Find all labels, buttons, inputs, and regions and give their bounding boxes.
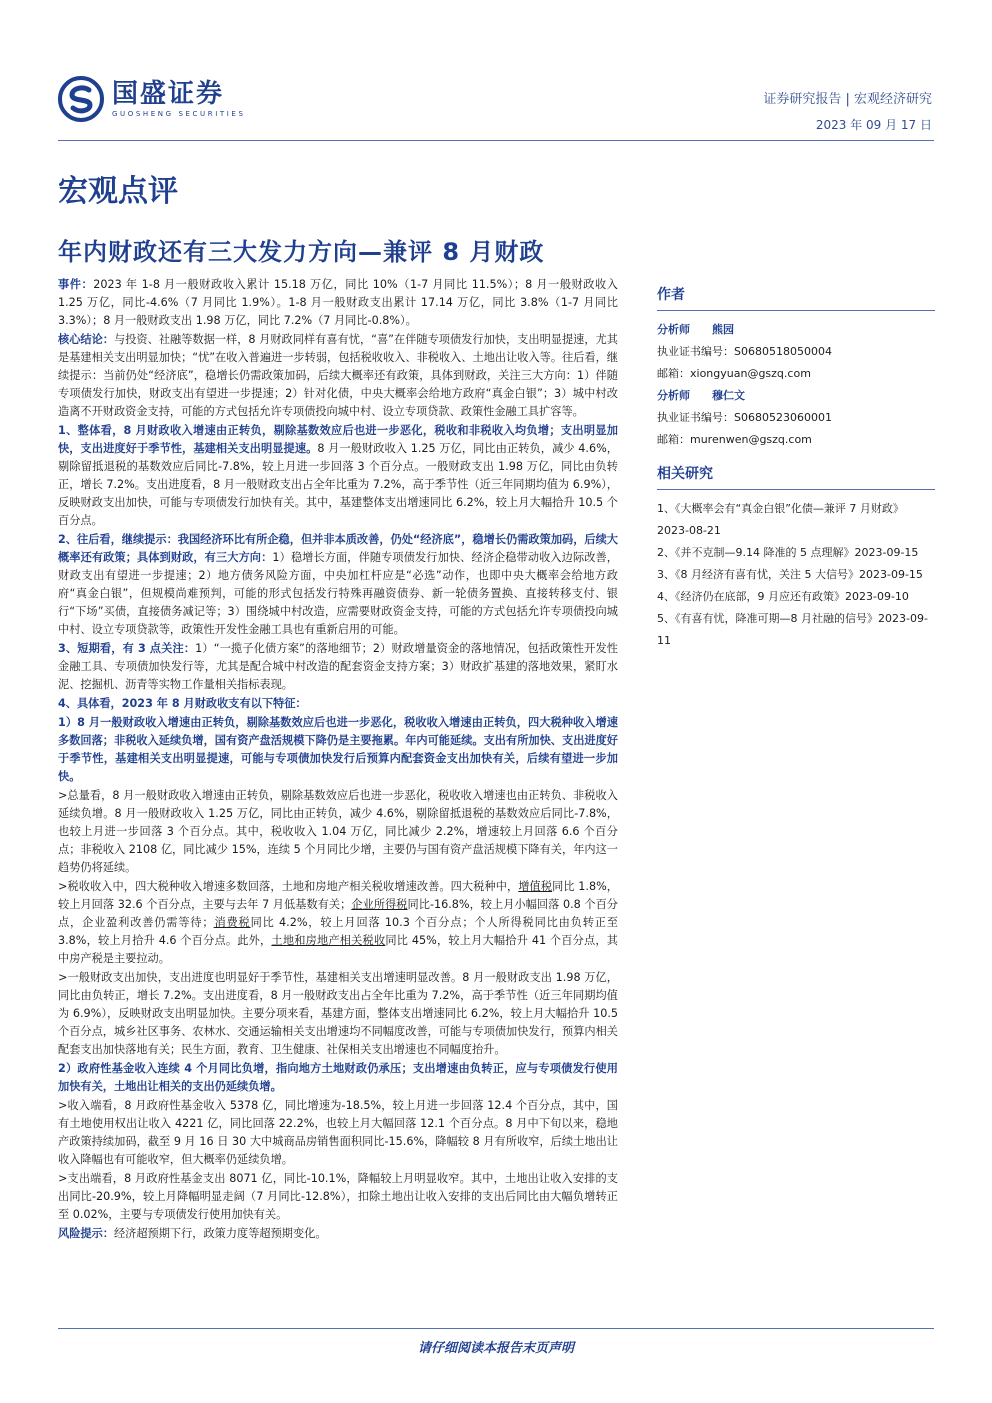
cert-label: 执业证书编号：: [657, 345, 734, 358]
event-text: 2023 年 1-8 月一般财政收入累计 15.18 万亿，同比 10%（1-7 月同比 11.5%）；8 月一般财政收入 1.25 万亿，同比-4.6%（7 月同比 1.9%）。1-8 月一般财政支出累计 17.14 万亿，同比 3.8%（1-7 月同比 3.3%）；8 月一般财政支出 1.98 万亿，同比 7.2%（7 月同比-0.8%）。: [58, 278, 618, 327]
land-tax-label: 土地和房地产相关税收: [271, 934, 386, 947]
analyst1-name: 熊园: [712, 323, 734, 336]
tax-intro: >税收收入中，四大税种收入增速多数回落，土地和房地产相关税收增速改善。四大税种中，: [58, 880, 519, 893]
risk-text: 经济超预期下行，政策力度等超预期变化。: [113, 1227, 327, 1240]
point3-text: 1）“一揽子化债方案”的落地细节；2）财政增量资金的落地情况，包括政策性开发性金融工具、专项债加快发行等，尤其是配合城中村改造的配套资金支持方案；3）财政扩基建的落地效果，紧盯水泥、挖掘机、沥青等实物工作量相关指标表现。: [58, 642, 618, 691]
brand-logo: [58, 76, 246, 122]
related-heading: 相关研究: [657, 463, 935, 490]
related-item[interactable]: 2、《并不克制—9.14 降准的 5 点理解》2023-09-15: [657, 546, 919, 559]
email1-row: [657, 363, 935, 385]
email-label: 邮箱：: [657, 433, 690, 446]
event-paragraph: [58, 276, 618, 330]
risk-paragraph: [58, 1225, 618, 1243]
vat-text: 同比 1.8%，较上月回落 32.6 个百分点，主要与去年 7 月低基数有关；: [58, 880, 618, 911]
point2-bold: 2、往后看，继续提示：我国经济环比有所企稳，但并非本质改善，仍处“经济底”，稳增长仍需政策加码，后续大概率还有政策；具体到财政，有三大方向：: [58, 533, 618, 564]
header-divider: [58, 140, 934, 141]
point4-heading: [58, 695, 618, 713]
analyst1-row: [657, 319, 935, 341]
email2-row: [657, 429, 935, 451]
sub2-income-paragraph: >收入端看，8 月政府性基金收入 5378 亿，同比增速为-18.5%，较上月进一步回落 12.4 个百分点，其中，国有土地使用权出让收入 4221 亿，同比回落 22.2%，也较上月大幅回落 12.1 个百分点。8 月中下旬以来，稳地产政策持续加码，截至 9 月 16 日 30 大中城商品房销售面积同比-15.6%，降幅较 8 月有所收窄，后续土地出让收入降幅也有可能收窄，但大概率仍延续负增。: [58, 1099, 618, 1166]
sub1-total-paragraph: >总量看，8 月一般财政收入增速由正转负，剔除基数效应后也进一步恶化，税收收入增速也由正转负、非税收入延续负增。8 月一般财政收入 1.25 万亿，同比由正转负，减少 4.6%，剔除留抵退税的基数效应后同比-7.8%，也较上月进一步回落 3 个百分点。其中，税收收入 1.04 万亿，同比减少 2.2%，增速较上月回落 6.6 个百分点；非税收入 2108 亿，同比减少 15%，连续 5 个月同比少增，主要仍与国有资产盘活规模下降有关，年内这一趋势仍将延续。: [58, 789, 618, 874]
report-date: 2023 年 09 月 17 日: [815, 118, 932, 132]
consumption-tax-text: 同比 4.2%，较上月回落 10.3 个百分点；个人所得税同比由负转正至 3.8%，较上月拾升 4.6 个百分点。此外，: [58, 916, 618, 947]
sub1-bold: 1）8 月一般财政收入增速由正转负，剔除基数效应后也进一步恶化，税收收入增速由正转负，四大税种收入增速多数回落；非税收入延续负增，国有资产盘活规模下降仍是主要拖累。年内可能延续。支出有所加快、支出进度好于季节性，基建相关支出明显提速，可能与专项债加快发行后预算内配套资金支出加快有关，后续有望进一步加快。: [58, 716, 618, 783]
email2-link[interactable]: murenwen@gszq.com: [690, 433, 812, 446]
logo-chinese: 国盛证券: [112, 79, 225, 109]
sub1-heading: [58, 714, 618, 786]
related-item[interactable]: 5、《有喜有忧，降准可期—8 月社融的信号》2023-09-11: [657, 612, 928, 647]
main-body: [58, 276, 618, 1244]
risk-label: 风险提示：: [58, 1227, 114, 1240]
cit-text: 同比-16.8%，较上月小幅回落 0.8 个百分点，企业盈利改善仍需等待；: [58, 898, 618, 929]
report-header: [0, 0, 992, 150]
point2-paragraph: [58, 531, 618, 639]
related-research: [657, 463, 935, 652]
land-tax-text: 同比 45%，较上月大幅拾升 41 个百分点，其中房产税是主要拉动。: [58, 934, 618, 965]
analyst-label: 分析师: [657, 389, 690, 402]
cert1-row: [657, 341, 935, 363]
vat-label: 增值税: [518, 880, 553, 893]
email1-link[interactable]: xiongyuan@gszq.com: [690, 367, 811, 380]
point2-text: 1）稳增长方面，伴随专项债发行加快、经济企稳带动收入边际改善，财政支出有望进一步提速；2）地方债务风险方面，中央加杠杆应是“必选”动作，也即中央大概率会给地方政府“真金白银”，但规模尚难预判，可能的形式包括发行特殊再融资债券、新一轮债务置换、直接转移支付、银行“下场”买债，直接债务减记等；3）围绕城中村改造，应需要财政资金支持，可能的方式包括允许专项债投向城中村、设立专项贷款等，政策性开发性金融工具也有重新启用的可能。: [58, 551, 618, 636]
cert2-value: S0680523060001: [734, 411, 832, 424]
core-label: 核心结论：: [58, 333, 115, 346]
analyst-label: 分析师: [657, 323, 690, 336]
sub1-tax-paragraph: [58, 878, 618, 968]
logo-english: GUOSHENG SECURITIES: [112, 110, 246, 118]
core-paragraph: [58, 331, 618, 421]
analyst2-name: 穆仁文: [712, 389, 745, 402]
related-item[interactable]: 3、《8 月经济有喜有忧，关注 5 大信号》2023-09-15: [657, 568, 923, 581]
report-category: 宏观点评: [58, 174, 178, 209]
related-item[interactable]: 1、《大概率会有“真金白银”化债—兼评 7 月财政》2023-08-21: [657, 502, 904, 537]
analyst2-row: [657, 385, 935, 407]
sub2-heading: [58, 1060, 618, 1096]
event-label: 事件：: [58, 278, 94, 291]
related-item[interactable]: 4、《经济仍在底部，9 月应还有政策》2023-09-10: [657, 590, 909, 603]
point3-bold: 3、短期看，有 3 点关注：: [58, 642, 196, 655]
email-label: 邮箱：: [657, 367, 690, 380]
sub2-bold: 2）政府性基金收入连续 4 个月同比负增，指向地方土地财政仍承压；支出增速由负转正，应与专项债发行使用加快有关，土地出让相关的支出仍延续负增。: [58, 1062, 618, 1093]
core-text: 与投资、社融等数据一样，8 月财政同样有喜有忧，“喜”在伴随专项债发行加快，支出明显提速，尤其是基建相关支出明显加快；“忧”在收入普遍进一步转弱，包括税收收入、非税收入、土地出让收入等。往后看，继续提示：当前仍处“经济底”，稳增长仍需政策加码，后续大概率还有政策，具体到财政，关注三大方向：1）伴随专项债发行加快，财政支出有望进一步提速；2）针对化债，中央大概率会给地方政府“真金白银”；3）城中村改造离不开财政资金支持，可能的方式包括允许专项债投向城中村、设立专项贷款、政策性金融工具扩容等。: [58, 333, 618, 418]
report-type: 证券研究报告 | 宏观经济研究: [763, 92, 932, 107]
cert2-row: [657, 407, 935, 429]
point3-paragraph: [58, 640, 618, 694]
point4-bold: 4、具体看，2023 年 8 月财政收支有以下特征：: [58, 697, 307, 710]
guosheng-logo-icon: [58, 76, 104, 122]
footer-divider: [58, 1328, 934, 1329]
point1-text: 8 月一般财政收入 1.25 万亿，同比由正转负，减少 4.6%，剔除留抵退税的基数效应后同比-7.8%，较上月进一步回落 3 个百分点。一般财政支出 1.98 万亿，同比由负转正，增长 7.2%。支出进度看，8 月一般财政支出占全年比重为 7.2%，高于季节性（近三年同期均值为 6.9%），反映财政支出加快，可能与专项债发行加快有关。其中，基建整体支出增速同比 6.2%，较上月大幅拾升 10.5 个百分点。: [58, 442, 618, 527]
author-heading: 作者: [657, 284, 935, 311]
cert1-value: S0680518050004: [734, 345, 832, 358]
sub2-spending-paragraph: >支出端看，8 月政府性基金支出 8071 亿，同比-10.1%，降幅较上月明显收窄。其中，土地出让收入安排的支出同比-20.9%，较上月降幅明显走阔（7 月同比-12.8%），扣除土地出让收入安排的支出后同比由大幅负增转正至 0.02%，主要与专项债发行使用加快有关。: [58, 1172, 618, 1221]
cert-label: 执业证书编号：: [657, 411, 734, 424]
sub1-spending-paragraph: >一般财政支出加快，支出进度也明显好于季节性，基建相关支出增速明显改善。8 月一般财政支出 1.98 万亿，同比由负转正，增长 7.2%。支出进度看，8 月一般财政支出占全年比重为 7.2%，高于季节性（近三年同期均值为 6.9%），反映财政支出明显加快。主要分项来看，基建方面，整体支出增速同比 6.2%，较上月大幅拾升 10.5 个百分点，城乡社区事务、农林水、交通运输相关支出增速均不同幅度改善，可能与专项债加快发行，预算内相关配套支出加快落地有关；民生方面，教育、卫生健康、社保相关支出增速也不同幅度抬升。: [58, 971, 618, 1056]
consumption-tax-label: 消费税: [213, 916, 251, 929]
disclaimer-note: 请仔细阅读本报告末页声明: [417, 1341, 574, 1356]
report-title: 年内财政还有三大发力方向—兼评 8 月财政: [58, 238, 545, 266]
sidebar: [657, 284, 935, 652]
point1-bold: 1、整体看，8 月财政收入增速由正转负，剔除基数效应后也进一步恶化，税收和非税收入均负增；支出明显加快，支出进度好于季节性，基建相关支出明显提速。: [58, 424, 618, 455]
point1-paragraph: [58, 422, 618, 530]
cit-label: 企业所得税: [351, 898, 408, 911]
